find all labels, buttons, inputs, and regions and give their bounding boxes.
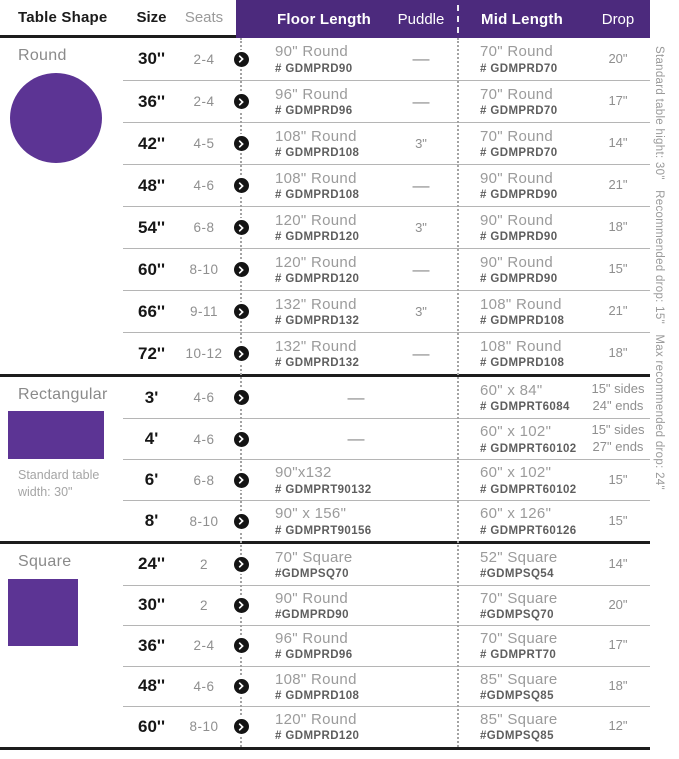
mid-length-value: 60" x 102"	[480, 423, 552, 441]
floor-length-value: 120" Round	[275, 253, 357, 271]
floor-length-cell	[254, 464, 384, 495]
floor-length-value: 90" Round	[275, 43, 349, 61]
drop-cell	[586, 51, 650, 68]
floor-length-value: 108" Round	[275, 169, 357, 187]
seats-cell: 8-10	[189, 513, 219, 529]
floor-length-cell	[254, 549, 384, 580]
drop-value-2: 27" ends	[592, 439, 644, 454]
mid-length-code: # GDMPRD70	[480, 147, 558, 160]
drop-value: 15" sides	[591, 380, 645, 396]
mid-length-code: # GDMPRD70	[480, 105, 558, 118]
seats-cell: 4-6	[193, 431, 215, 447]
floor-length-cell	[254, 86, 384, 117]
mid-length-code: # GDMPRT60126	[480, 524, 577, 537]
puddle-cell	[384, 92, 458, 112]
floor-length-cell	[254, 505, 384, 536]
table-row	[123, 625, 650, 666]
drop-cell	[586, 135, 650, 152]
drop-value: 15"	[608, 512, 628, 528]
seats-cell: 4-6	[193, 390, 215, 405]
arrow-cell	[228, 719, 254, 734]
arrow-cell	[228, 94, 254, 109]
drop-value-2: 24" ends	[592, 397, 644, 413]
seats-cell: 8-10	[189, 262, 219, 277]
mid-length-code: # GDMPRD108	[480, 315, 565, 328]
floor-length-value: 96" Round	[275, 630, 349, 648]
size-cell: 48''	[138, 676, 165, 696]
arrow-cell	[228, 136, 254, 151]
mid-length-value: 108" Round	[480, 295, 562, 313]
floor-length-cell	[254, 212, 384, 243]
size-cell: 60''	[138, 259, 165, 279]
arrow-cell	[228, 473, 254, 488]
mid-length-cell	[458, 590, 586, 621]
floor-length-code: # GDMPRT90156	[275, 524, 372, 537]
round-shape	[10, 73, 102, 163]
table-row	[123, 206, 650, 248]
mid-length-code: # GDMPRD90	[480, 189, 558, 202]
seats-cell: 10-12	[185, 346, 223, 361]
drop-value: 15"	[608, 261, 628, 277]
shape-label: Round	[18, 47, 67, 64]
seats-cell: 6-8	[193, 220, 215, 235]
rows	[123, 544, 650, 747]
puddle-cell	[384, 304, 458, 319]
seats-cell: 6-8	[193, 472, 215, 488]
puddle-value: 3"	[415, 304, 427, 319]
chevron-right-icon	[234, 220, 249, 235]
table-row	[123, 122, 650, 164]
table-row	[123, 544, 650, 585]
mid-length-code: # GDMPRT60102	[480, 483, 577, 496]
rows	[123, 377, 650, 541]
mid-length-value: 70" Square	[480, 589, 558, 607]
table-header	[0, 0, 650, 38]
mid-length-value: 90" Round	[480, 253, 554, 271]
floor-length-code: # GDMPRD132	[275, 315, 360, 328]
mid-length-value: 70" Square	[480, 630, 558, 648]
floor-length-code: # GDMPRD96	[275, 649, 353, 662]
table-row	[123, 666, 650, 707]
mid-length-cell	[458, 423, 586, 454]
drop-value: 18"	[608, 677, 628, 693]
mid-length-cell	[458, 170, 586, 201]
seats-cell: 4-6	[193, 678, 215, 694]
chevron-right-icon	[234, 432, 249, 447]
mid-length-value: 60" x 84"	[480, 381, 543, 399]
mid-length-code: # GDMPRD90	[480, 273, 558, 286]
seats-cell: 2	[199, 597, 208, 613]
mid-length-cell	[458, 212, 586, 243]
table-bottom-line	[0, 747, 650, 750]
chevron-right-icon	[234, 94, 249, 109]
seats-cell: 2	[199, 556, 208, 572]
chevron-right-icon	[234, 136, 249, 151]
chevron-right-icon	[234, 679, 249, 694]
header-left	[0, 0, 236, 38]
mid-length-value: 70" Round	[480, 127, 554, 145]
em-dash: —	[412, 175, 430, 195]
mid-length-code: # GDMPRT6084	[480, 401, 570, 414]
floor-length-cell	[254, 254, 384, 285]
drop-cell	[586, 219, 650, 236]
shape-column	[0, 377, 123, 541]
chevron-right-icon	[234, 178, 249, 193]
floor-length-cell	[254, 43, 384, 74]
puddle-cell	[384, 176, 458, 196]
drop-cell	[586, 381, 650, 415]
drop-cell	[586, 718, 650, 735]
section-round	[0, 38, 650, 374]
drop-value: 14"	[608, 555, 628, 571]
size-cell: 30''	[138, 49, 165, 68]
floor-length-code: # GDMPRD108	[275, 689, 360, 702]
drop-value: 17"	[608, 637, 628, 653]
chevron-right-icon	[234, 346, 249, 361]
dotted-line-mid	[457, 38, 459, 747]
drop-cell	[586, 177, 650, 194]
rectangular-shape	[8, 411, 104, 459]
mid-length-value: 60" x 126"	[480, 505, 552, 523]
puddle-cell	[384, 260, 458, 280]
floor-length-code: # GDMPRT90132	[275, 483, 372, 496]
seats-cell: 9-11	[189, 304, 219, 319]
size-cell: 6'	[144, 470, 159, 489]
floor-length-cell	[254, 388, 458, 408]
mid-length-value: 52" Square	[480, 548, 558, 566]
floor-length-cell	[254, 590, 384, 621]
section-rectangular	[0, 374, 650, 541]
floor-length-value: 90" Round	[275, 589, 349, 607]
mid-length-code: # GDMPRD70	[480, 62, 558, 75]
chevron-right-icon	[234, 514, 249, 529]
mid-length-cell	[458, 505, 586, 536]
floor-length-code: # GDMPRD108	[275, 189, 360, 202]
chevron-right-icon	[234, 638, 249, 653]
arrow-cell	[228, 220, 254, 235]
table-row	[123, 332, 650, 374]
floor-length-code: # GDMPRD120	[275, 273, 360, 286]
puddle-cell	[384, 136, 458, 151]
shape-column	[0, 544, 123, 747]
mid-length-cell	[458, 86, 586, 117]
mid-length-value: 70" Round	[480, 85, 554, 103]
floor-length-value: 90"x132	[275, 464, 332, 482]
drop-value: 15" sides	[591, 422, 645, 438]
arrow-cell	[228, 432, 254, 447]
floor-length-code: # GDMPRD90	[275, 62, 353, 75]
table-row	[123, 585, 650, 626]
arrow-cell	[228, 679, 254, 694]
arrow-cell	[228, 514, 254, 529]
mid-length-code: # GDMPRD108	[480, 357, 565, 370]
floor-length-value: 70" Square	[275, 548, 353, 566]
drop-cell	[586, 678, 650, 695]
mid-length-value: 60" x 102"	[480, 464, 552, 482]
table-row	[123, 706, 650, 747]
drop-value: 15"	[608, 471, 628, 487]
mid-length-cell	[458, 671, 586, 702]
drop-cell	[586, 261, 650, 278]
seats-cell: 2-4	[193, 638, 215, 654]
floor-length-cell	[254, 711, 384, 742]
floor-length-cell	[254, 671, 384, 702]
seats-cell: 8-10	[189, 719, 219, 735]
seats-cell: 4-6	[193, 178, 215, 193]
drop-value: 21"	[608, 177, 628, 193]
mid-length-cell	[458, 254, 586, 285]
shape-label: Rectangular	[18, 386, 108, 403]
chevron-right-icon	[234, 557, 249, 572]
size-cell: 48''	[138, 175, 165, 195]
floor-length-value: 132" Round	[275, 337, 357, 355]
floor-length-cell	[254, 630, 384, 661]
drop-value: 12"	[608, 718, 628, 734]
drop-value: 20"	[608, 596, 628, 612]
shape-label: Square	[18, 553, 72, 570]
drop-value: 17"	[608, 93, 628, 109]
drop-value: 18"	[608, 219, 628, 235]
drop-cell	[586, 472, 650, 489]
arrow-cell	[228, 390, 254, 405]
arrow-cell	[228, 638, 254, 653]
floor-length-code: # GDMPRD120	[275, 730, 360, 743]
arrow-cell	[228, 346, 254, 361]
floor-length-code: # GDMPRD96	[275, 105, 353, 118]
table-row	[123, 248, 650, 290]
mid-length-value: 70" Round	[480, 43, 554, 61]
floor-length-value: 96" Round	[275, 85, 349, 103]
square-shape	[8, 579, 78, 646]
puddle-value: 3"	[415, 136, 427, 151]
arrow-cell	[228, 598, 254, 613]
em-dash: —	[412, 259, 430, 279]
chevron-right-icon	[234, 473, 249, 488]
floor-length-value: 120" Round	[275, 211, 357, 229]
chevron-right-icon	[234, 52, 249, 67]
mid-length-code: # GDMPRD90	[480, 231, 558, 244]
side-note: Standard table hight: 30" Recommended drop: 15" Max recommended drop: 24"	[653, 46, 665, 490]
rows	[123, 38, 650, 374]
puddle-cell	[384, 344, 458, 364]
mid-length-cell	[458, 128, 586, 159]
drop-cell	[586, 93, 650, 110]
puddle-cell	[384, 49, 458, 69]
table-row	[123, 164, 650, 206]
em-dash: —	[412, 49, 430, 68]
size-cell: 72''	[138, 343, 165, 363]
col-header-mid-length: Mid Length	[481, 10, 563, 28]
arrow-cell	[228, 52, 254, 67]
mid-length-code: #GDMPSQ85	[480, 689, 554, 702]
col-header-puddle: Puddle	[397, 10, 445, 28]
em-dash: —	[347, 387, 365, 407]
mid-length-value: 108" Round	[480, 337, 562, 355]
table-row	[123, 290, 650, 332]
floor-length-code: # GDMPRD132	[275, 357, 360, 370]
drop-value: 20"	[608, 50, 628, 66]
arrow-cell	[228, 557, 254, 572]
size-cell: 3'	[144, 387, 159, 407]
size-cell: 66''	[138, 301, 165, 321]
drop-value: 21"	[608, 303, 628, 319]
floor-length-cell	[254, 128, 384, 159]
floor-length-value: 90" x 156"	[275, 505, 347, 523]
table-row	[123, 377, 650, 418]
mid-length-cell	[458, 630, 586, 661]
header-purple-bar	[236, 0, 650, 38]
col-header-size: Size	[136, 9, 167, 26]
chevron-right-icon	[234, 262, 249, 277]
mid-length-cell	[458, 711, 586, 742]
arrow-cell	[228, 178, 254, 193]
puddle-cell	[384, 220, 458, 235]
chevron-right-icon	[234, 719, 249, 734]
floor-length-value: 108" Round	[275, 670, 357, 688]
chevron-right-icon	[234, 598, 249, 613]
table-row	[123, 500, 650, 541]
shape-column	[0, 38, 123, 374]
seats-cell: 2-4	[193, 51, 215, 67]
seats-cell: 4-5	[193, 136, 215, 151]
mid-length-value: 90" Round	[480, 211, 554, 229]
chevron-right-icon	[234, 390, 249, 405]
mid-length-cell	[458, 338, 586, 369]
size-cell: 24''	[138, 554, 165, 574]
mid-length-cell	[458, 464, 586, 495]
drop-value: 14"	[608, 135, 628, 151]
table-body	[0, 38, 679, 747]
floor-length-cell	[254, 338, 384, 369]
size-cell: 60''	[138, 716, 165, 736]
size-cell: 54''	[138, 217, 165, 237]
table-row	[123, 80, 650, 122]
size-cell: 8'	[144, 511, 159, 530]
floor-length-code: # GDMPRD120	[275, 231, 360, 244]
mid-length-cell	[458, 549, 586, 580]
mid-length-value: 85" Square	[480, 711, 558, 729]
table-row	[123, 38, 650, 80]
arrow-cell	[228, 262, 254, 277]
floor-length-code: # GDMPRD108	[275, 147, 360, 160]
mid-length-cell	[458, 382, 586, 413]
drop-value: 18"	[608, 345, 628, 361]
floor-length-code: #GDMPSQ70	[275, 567, 349, 580]
em-dash: —	[412, 91, 430, 111]
floor-length-cell	[254, 429, 458, 449]
col-header-drop: Drop	[601, 10, 635, 28]
size-cell: 30''	[138, 595, 165, 615]
size-cell: 4'	[144, 429, 159, 448]
drop-cell	[586, 597, 650, 614]
arrow-cell	[228, 304, 254, 319]
floor-length-cell	[254, 296, 384, 327]
size-cell: 36''	[138, 91, 165, 111]
chevron-right-icon	[234, 304, 249, 319]
drop-cell	[586, 345, 650, 362]
table-row	[123, 418, 650, 459]
mid-length-code: # GDMPRT70	[480, 649, 557, 662]
drop-cell	[586, 513, 650, 530]
floor-length-cell	[254, 170, 384, 201]
drop-cell	[586, 637, 650, 654]
em-dash: —	[347, 429, 365, 448]
mid-length-code: #GDMPSQ85	[480, 730, 554, 743]
mid-length-code: #GDMPSQ54	[480, 567, 554, 580]
mid-length-cell	[458, 43, 586, 74]
em-dash: —	[412, 343, 430, 363]
header-dotted-divider	[457, 5, 459, 33]
size-cell: 36''	[138, 635, 165, 655]
mid-length-code: #GDMPSQ70	[480, 608, 554, 621]
mid-length-cell	[458, 296, 586, 327]
mid-length-code: # GDMPRT60102	[480, 442, 577, 455]
size-cell: 42''	[138, 133, 165, 153]
floor-length-code: #GDMPRD90	[275, 608, 349, 621]
col-header-floor-length: Floor Length	[277, 10, 372, 28]
drop-cell	[586, 556, 650, 573]
col-header-seats: Seats	[184, 9, 224, 26]
floor-length-value: 132" Round	[275, 295, 357, 313]
puddle-value: 3"	[415, 220, 427, 235]
section-square	[0, 541, 650, 747]
mid-length-value: 90" Round	[480, 169, 554, 187]
shape-caption: Standard table width: 30"	[18, 468, 100, 499]
floor-length-value: 108" Round	[275, 127, 357, 145]
drop-cell	[586, 303, 650, 320]
table-row	[123, 459, 650, 500]
drop-cell	[586, 422, 650, 456]
mid-length-value: 85" Square	[480, 670, 558, 688]
floor-length-value: 120" Round	[275, 711, 357, 729]
seats-cell: 2-4	[193, 94, 215, 109]
col-header-table-shape: Table Shape	[18, 9, 108, 26]
